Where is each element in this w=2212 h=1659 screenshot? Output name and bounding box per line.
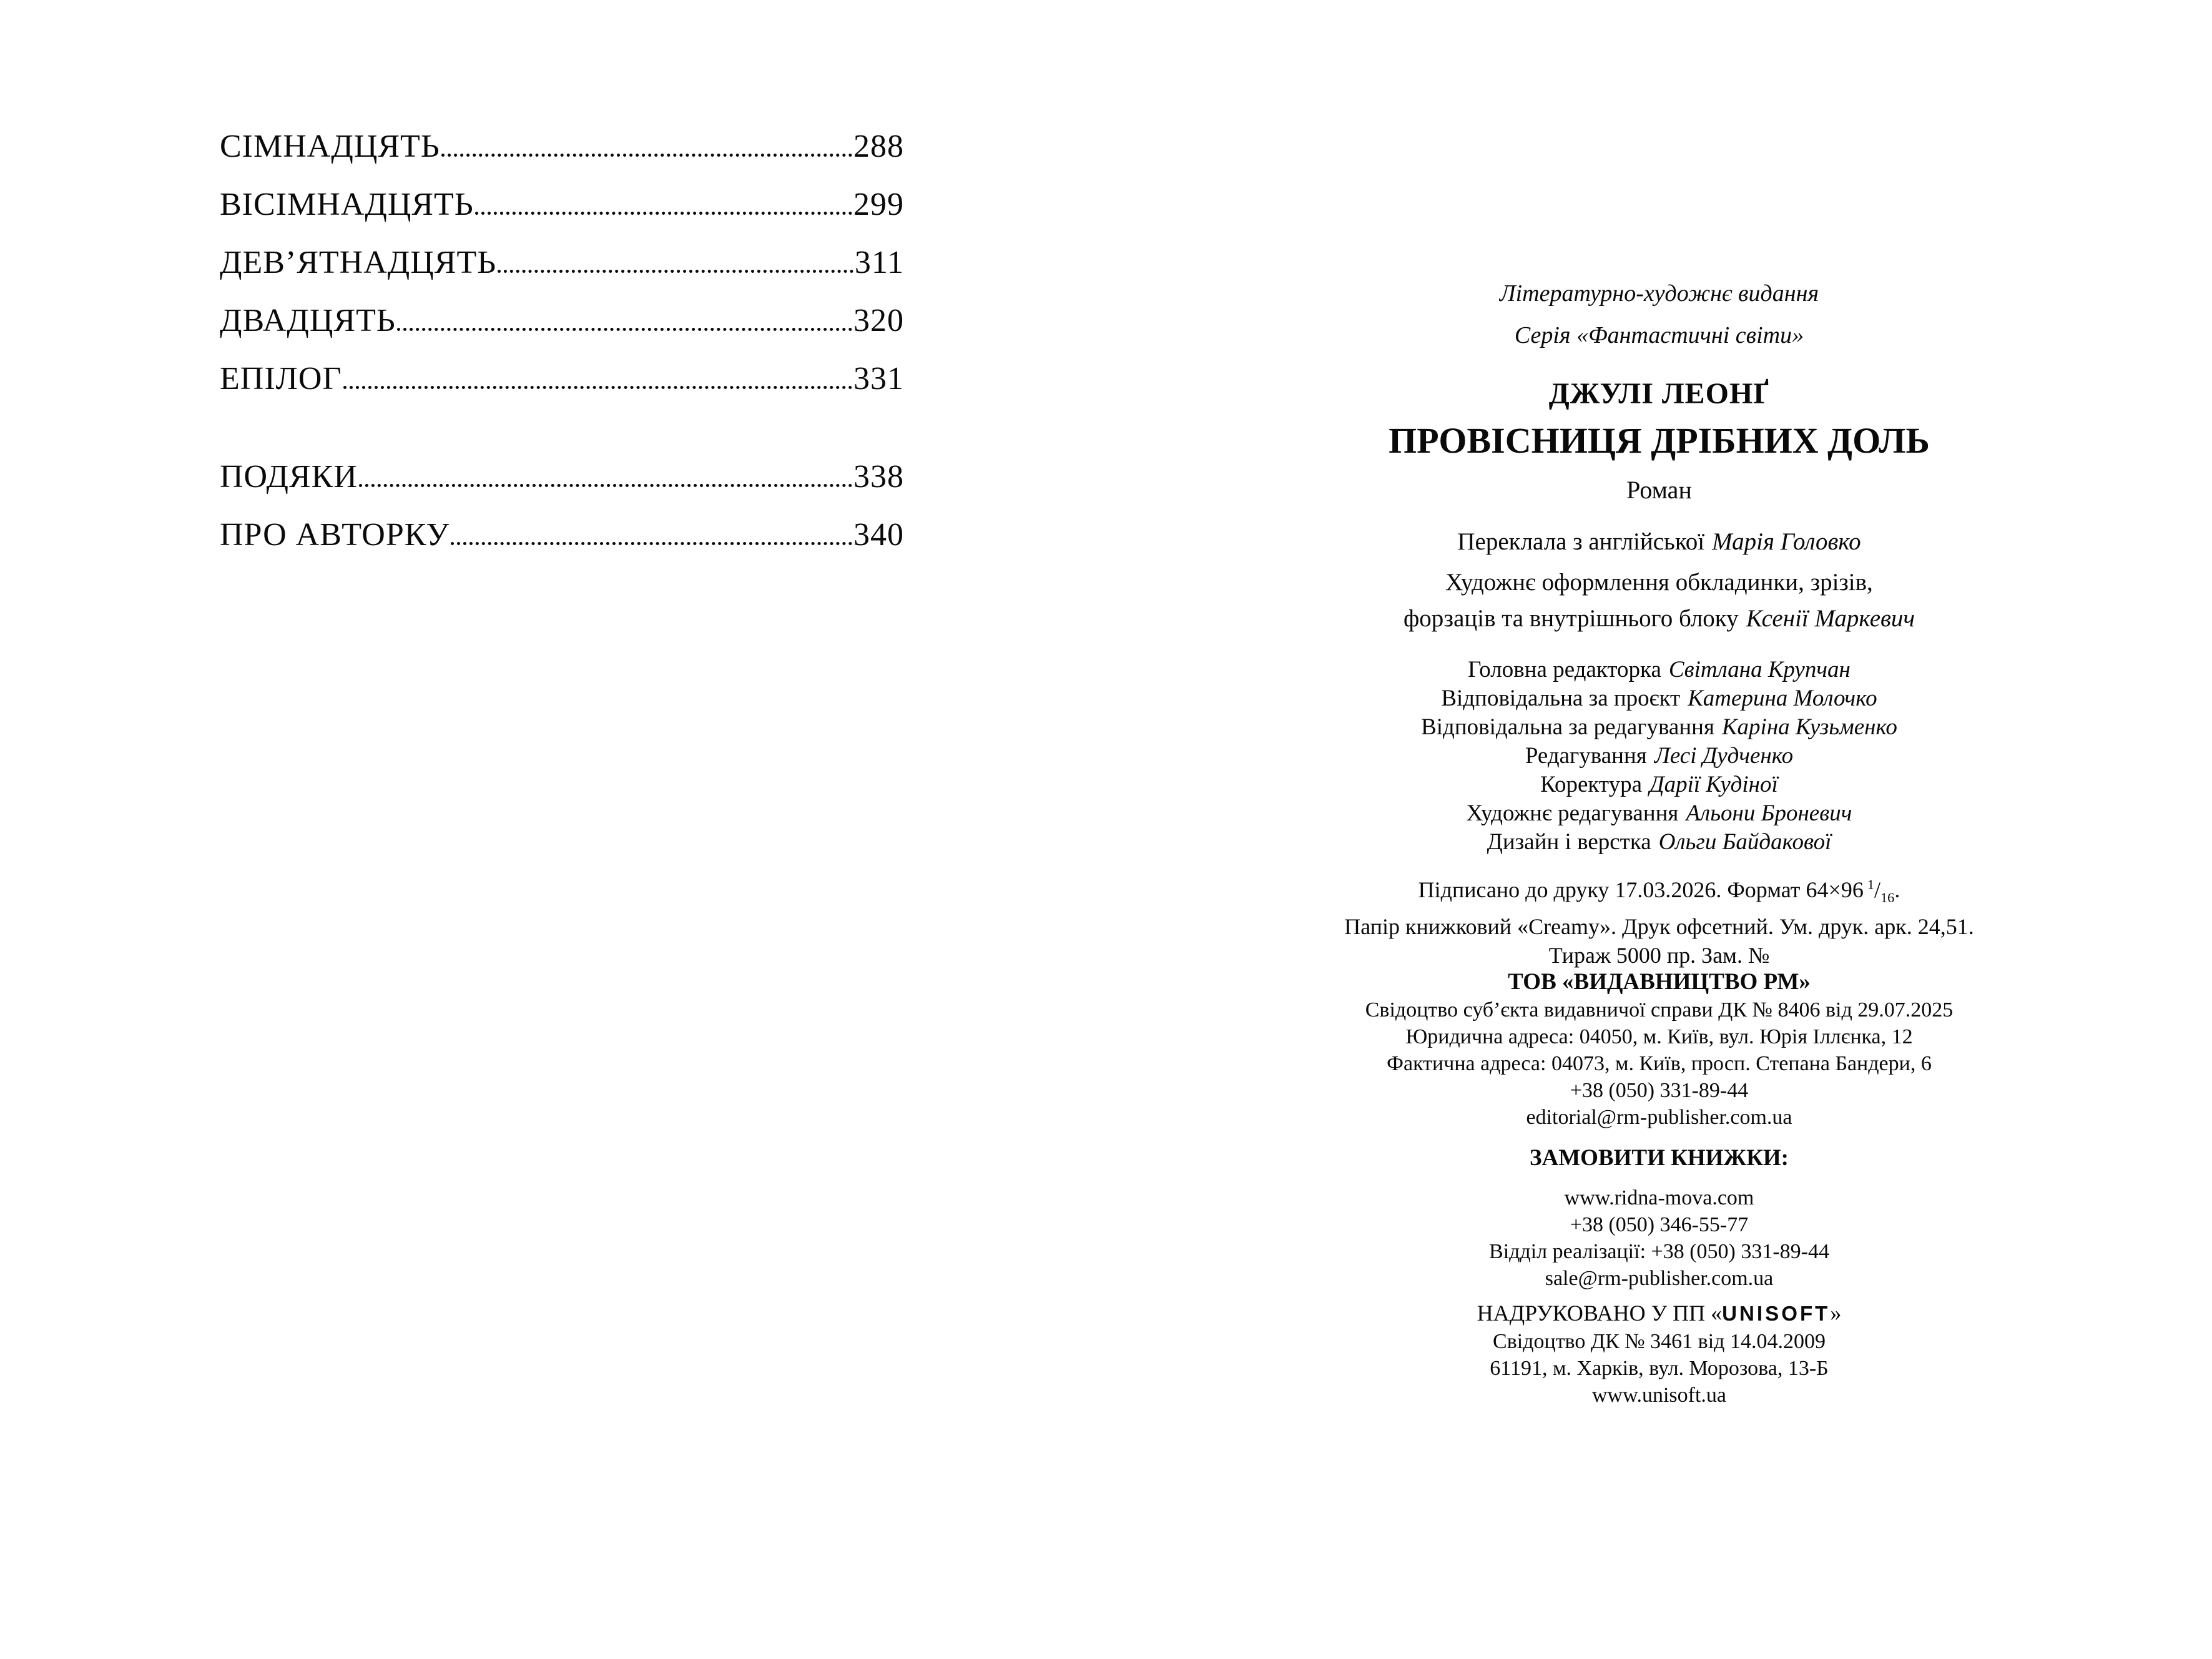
format-line [1106,870,2212,912]
credit-row [1106,828,2212,857]
toc-page-number: 320 [853,303,904,338]
credit-name: Світлана Крупчан [1668,657,1851,682]
credit-row [1106,684,2212,713]
left-page-table-of-contents [220,128,904,574]
toc-dot-leader [441,154,852,157]
series-name: Серія «Фантастичні світи» [1514,322,1804,348]
toc-chapter-label: ПОДЯКИ [220,459,358,495]
credit-name: Альони Броневич [1686,800,1852,826]
edition-type: Літературно-художнє видання [1499,280,1819,307]
toc-dot-leader [343,386,852,389]
publisher-block [1106,967,2212,1131]
format-line-period: . [1894,877,1900,902]
toc-page-number: 288 [853,129,904,164]
credit-name: Катерина Молочко [1688,686,1877,711]
printed-by-prefix: НАДРУКОВАНО У ПП « [1477,1301,1723,1326]
designer-name: Ксенії Маркевич [1746,605,1915,632]
printer-certificate: Свідоцтво ДК № 3461 від 14.04.2009 [1493,1330,1826,1353]
format-fraction-slash: / [1874,877,1881,902]
toc-dot-leader [359,484,852,487]
toc-dot-leader [451,542,852,545]
paper-line: Папір книжковий «Creamy». Друк офсетний. Ум. друк. арк. 24,51. [1344,914,1974,940]
design-credit-label: форзаців та внутрішнього блоку [1403,605,1739,632]
toc-page-number: 340 [853,517,904,553]
printed-by-line [1106,1299,2212,1328]
toc-row [220,128,904,186]
print-run-info [1106,870,2212,970]
toc-chapter-label: ДЕВ’ЯТНАДЦЯТЬ [220,245,497,280]
credit-name: Дарії Кудіної [1649,772,1778,797]
order-website: www.ridna-mova.com [1564,1186,1754,1209]
staff-credits [1106,656,2212,857]
toc-row [220,186,904,244]
toc-chapter-label: СІМНАДЦЯТЬ [220,129,440,164]
print-run-line: Тираж 5000 пр. Зам. № [1548,943,1770,968]
credit-name: Лесі Дудченко [1654,743,1794,769]
order-sales-department: Відділ реалізації: +38 (050) 331-89-44 [1489,1240,1829,1263]
credit-label: Головна редакторка [1468,657,1661,682]
toc-row [220,360,904,418]
publisher-certificate: Свідоцтво суб’єкта видавничої справи ДК № 8406 від 29.07.2025 [1365,998,1954,1021]
printed-by-suffix: » [1830,1301,1842,1326]
genre-label: Роман [1626,476,1692,504]
toc-page-number: 311 [854,245,904,280]
format-fraction-numerator: 1 [1867,877,1874,892]
order-heading: ЗАМОВИТИ КНИЖКИ: [1529,1145,1789,1171]
design-credit-line-2 [1106,600,2212,638]
credit-row [1106,742,2212,770]
book-author: ДЖУЛІ ЛЕОНҐ [1548,377,1770,410]
toc-chapter-label: ЕПІЛОГ [220,361,342,396]
toc-row [220,516,904,574]
toc-row [220,302,904,360]
toc-row [220,244,904,302]
credit-row [1106,799,2212,828]
right-page-colophon [1106,0,2212,1659]
credit-row [1106,770,2212,799]
credit-name: Каріна Кузьменко [1721,714,1897,740]
publisher-legal-address: Юридична адреса: 04050, м. Київ, вул. Юрія Іллєнка, 12 [1405,1025,1913,1048]
credit-label: Художнє редагування [1466,800,1679,826]
credit-label: Відповідальна за редагування [1421,714,1714,740]
toc-dot-leader [397,328,852,331]
format-fraction-denominator: 16 [1880,890,1895,906]
toc-page-number: 299 [853,187,904,222]
publisher-phone: +38 (050) 331-89-44 [1570,1079,1749,1102]
toc-chapter-label: ВІСІМНАДЦЯТЬ [220,187,474,222]
toc-row [220,458,904,516]
toc-dot-leader [498,270,853,273]
order-phone: +38 (050) 346-55-77 [1570,1213,1749,1236]
toc-dot-leader [475,212,852,215]
design-credit-line-1: Художнє оформлення обкладинки, зрізів, [1445,569,1873,596]
printer-block [1106,1299,2212,1409]
printer-address: 61191, м. Харків, вул. Морозова, 13-Б [1490,1357,1829,1380]
book-title: ПРОВІСНИЦЯ ДРІБНИХ ДОЛЬ [1389,420,1930,461]
printer-website: www.unisoft.ua [1592,1384,1726,1407]
toc-chapter-label: ПРО АВТОРКУ [220,517,450,553]
translator-name: Марія Головко [1712,528,1861,555]
credit-row [1106,656,2212,684]
toc-page-number: 338 [853,459,904,495]
order-block [1106,1184,2212,1292]
order-email: sale@rm-publisher.com.ua [1545,1267,1774,1290]
translator-label: Переклала з англійської [1457,528,1705,555]
credit-label: Відповідальна за проєкт [1441,686,1681,711]
publisher-actual-address: Фактична адреса: 04073, м. Київ, просп. Степана Бандери, 6 [1387,1052,1932,1075]
translator-line [1106,523,2212,561]
printer-brand: UNISOFT [1722,1302,1831,1326]
publisher-email: editorial@rm-publisher.com.ua [1526,1106,1792,1129]
credit-label: Дизайн і верстка [1487,829,1651,855]
toc-chapter-label: ДВАДЦЯТЬ [220,303,396,338]
format-line-text: Підписано до друку 17.03.2026. Формат 64×96 [1418,877,1864,902]
credit-label: Редагування [1525,743,1647,769]
credit-label: Коректура [1540,772,1643,797]
credit-name: Ольги Байдакової [1658,829,1832,855]
credit-row [1106,713,2212,742]
toc-page-number: 331 [853,361,904,396]
publisher-name: ТОВ «ВИДАВНИЦТВО РМ» [1508,969,1811,995]
